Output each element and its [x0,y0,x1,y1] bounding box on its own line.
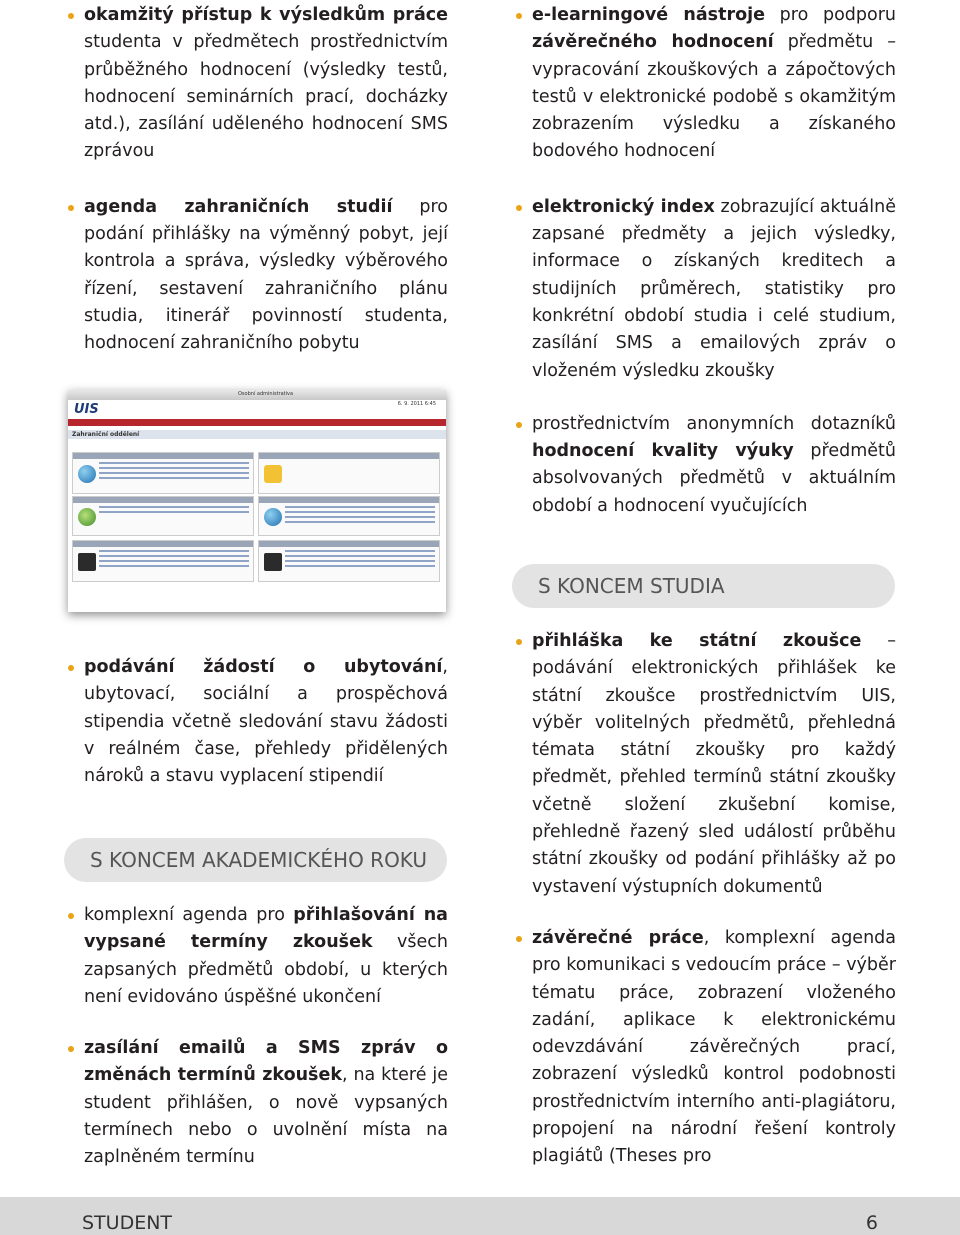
panel [258,496,440,536]
bullet-text: všech zapsaných předmětů období, u kterých není evidováno úspěšné ukončení [84,932,448,1007]
globe-icon [264,508,282,526]
bullet-item [68,654,448,790]
bullet-bold: závěrečné práce [532,927,704,948]
bullet-bold: agenda zahraničních studií [84,196,393,217]
section-pill-end-of-study: S KONCEM STUDIA [512,564,895,608]
bullet-item [68,1035,448,1171]
section-title: Zahraniční oddělení [72,431,140,438]
graduation-cap-icon [264,553,282,571]
bullet-text: – podávání elektronických přihlášek ke státní zkoušce prostřednictvím UIS, výběr volitelných předmětů, přehledná témata státní zkoušky pro každý předmět, přehled termínů státní zkoušky včetně složení zkušební komise, přehledně řazený sled událostí průběhu státní zkoušky od podání přihlášky až po vystavení výstupních dokumentů [532,631,896,897]
panel [72,540,254,582]
right-top-column [516,2,896,520]
page-number: 6 [865,1212,878,1234]
people-icon [78,508,96,526]
bullet-item [68,902,448,1011]
window-titlebar [68,390,446,400]
left-top-column [68,2,448,358]
bullet-item [516,194,896,385]
left-bottom-column-2 [68,902,448,1172]
uis-screenshot [68,390,446,612]
right-bottom-column [516,628,896,1171]
bullet-item [68,194,448,358]
bullet-item [516,628,896,901]
bullet-text: pro podání přihlášky na výměnný pobyt, její kontrola a správa, výsledky výběrového řízení, sestavení zahraničního plánu studia, itinerář povinností studenta, hodnocení zahraničního pobytu [84,196,448,354]
bullet-bold: přihlašování na vypsané termíny zkoušek [84,905,448,953]
footer-label: STUDENT [82,1212,173,1234]
bullet-text: , ubytovací, sociální a prospěchová stipendia včetně sledování stavu žádosti v reálném čase, přehledy přidělených nároků a stavu vyplacení stipendií [84,657,448,787]
bullet-text: studenta v předmětech prostřednictvím průběžného hodnocení (výsledky testů, hodnocení seminárních prací, docházky atd.), zasílání uděleného hodnocení SMS zprávou [84,32,448,162]
uis-logo: UIS [74,402,99,417]
window-title: Osobní administrativa [238,391,294,397]
bullet-text: prostřednictvím anonymních dotazníků [532,413,896,434]
bullet-bold: elektronický index [532,196,715,217]
bullet-bold: hodnocení kvality výuky [532,441,794,462]
bullet-text: předmětu – vypracování zkouškových a zápočtových testů v elektronické podobě s okamžitým zobrazením výsledku a získaného bodového hodnocení [532,32,897,162]
bullet-text: předmětů absolvovaných předmětů v aktuálním období a hodnocení vyučujících [532,441,896,516]
graduation-cap-icon [78,553,96,571]
bullet-bold: přihláška ke státní zkoušce [532,631,862,651]
panel [258,540,440,582]
bullet-text: komplexní agenda pro [84,905,294,925]
bullet-bold: zasílání emailů a SMS zpráv o změnách termínů zkoušek [84,1038,448,1086]
bullet-bold: podávání žádostí o ubytování [84,657,443,677]
page-footer [0,1197,960,1235]
panel [258,452,440,494]
bullet-bold: okamžitý přístup k výsledkům práce [84,5,448,25]
section-pill-end-of-year: S KONCEM AKADEMICKÉHO ROKU [64,838,447,882]
bullet-bold: závěrečného hodnocení [532,32,774,53]
bullet-item [516,2,896,166]
bullet-item [516,411,896,520]
bullet-text: , na které je student přihlášen, o nově vypsaných termínech nebo o uvolnění místa na zaplněném termínu [84,1065,448,1168]
panel [72,452,254,494]
screenshot-date: 6. 9. 2011 6:45 [397,401,436,407]
bullet-bold: e-learningové nástroje [532,5,765,25]
globe-icon [78,465,96,483]
left-bottom-column [68,654,448,790]
bullet-item [516,925,896,1171]
bullet-text: , komplexní agenda pro komunikaci s vedoucím práce – výběr tématu práce, zobrazení vloženého zadání, aplikace k elektronickému odevzdávání závěrečných prací, zobrazení výsledků kontrol podobnosti prostřednictvím interního anti-plagiátoru, propojení na národní řešení kontroly plagiátů (Theses pro [532,927,896,1167]
bullet-text: zobrazující aktuálně zapsané předměty a jejich výsledky, informace o získaných kreditech a studijních průměrech, statistiky pro konkrétní období studia i celé studium, zasílání SMS a emailových zpráv o vloženém výsledku zkoušky [532,196,896,381]
menu-bar [68,419,446,426]
bullet-item [68,2,448,166]
bullet-text: pro podporu [764,5,896,25]
folder-icon [264,465,282,483]
panel [72,496,254,536]
